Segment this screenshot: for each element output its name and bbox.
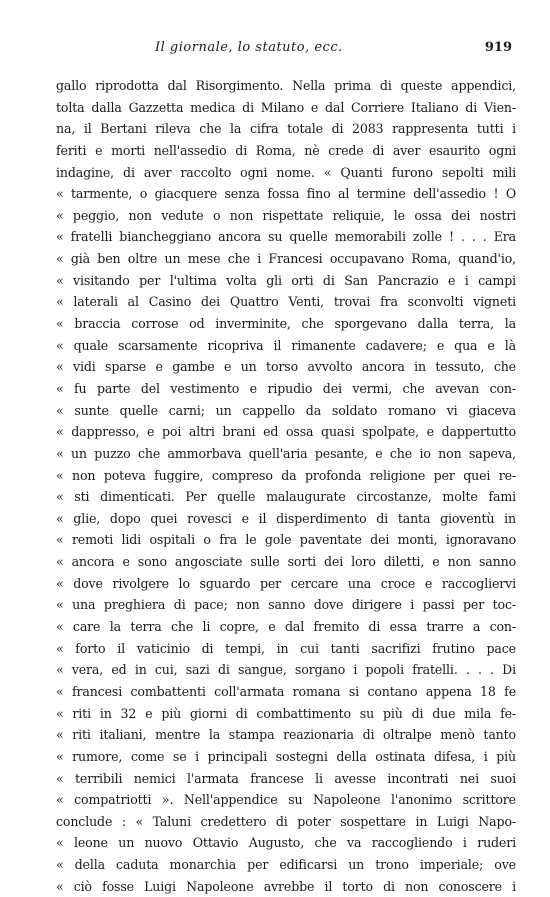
text-line: « riti italiani, mentre la stampa reazionaria di oltralpe menò tanto (56, 727, 516, 743)
text-line: « glie, dopo quei rovesci e il disperdimento di tanta gioventù in (56, 510, 516, 526)
text-line: « ciò fosse Luigi Napoleone avrebbe il torto di non conoscere i (56, 878, 516, 894)
body-text (56, 75, 516, 897)
page-header (60, 40, 512, 60)
text-line: « leone un nuovo Ottavio Augusto, che va raccogliendo i ruderi (56, 835, 516, 851)
text-line: conclude : « Taluni credettero di poter sospettare in Luigi Napo- (56, 813, 516, 829)
text-line: « dappresso, e poi altri brani ed ossa quasi spolpate, e dappertutto (56, 424, 516, 440)
text-line: « ancora e sono angosciate sulle sorti dei loro diletti, e non sanno (56, 554, 516, 570)
text-line: feriti e morti nell'assedio di Roma, nè crede di aver esaurito ogni (56, 142, 516, 158)
text-line: « fratelli biancheggiano ancora su quelle memorabili zolle ! . . . Era (56, 229, 516, 245)
text-line: « dove rivolgere lo sguardo per cercare una croce e raccogliervi (56, 575, 516, 591)
text-line: indagine, di aver raccolto ogni nome. « Quanti furono sepolti mili (56, 164, 516, 180)
text-line: « già ben oltre un mese che i Francesi occupavano Roma, quand'io, (56, 251, 516, 267)
text-line: « francesi combattenti coll'armata romana si contano appena 18 fe (56, 683, 516, 699)
text-line: « quale scarsamente ricopriva il rimanente cadavere; e qua e là (56, 337, 516, 353)
text-line: « sunte quelle carni; un cappello da soldato romano vi giaceva (56, 402, 516, 418)
text-line: « terribili nemici l'armata francese li avesse incontrati nei suoi (56, 770, 516, 786)
text-line: « un puzzo che ammorbava quell'aria pesante, e che io non sapeva, (56, 445, 516, 461)
text-line: « una preghiera di pace; non sanno dove dirigere i passi per toc- (56, 597, 516, 613)
text-line: « della caduta monarchia per edificarsi un trono imperiale; ove (56, 857, 516, 873)
text-line: « compatriotti ». Nell'appendice su Napoleone l'anonimo scrittore (56, 792, 516, 808)
text-line: « rumore, come se i principali sostegni della ostinata difesa, i più (56, 748, 516, 764)
text-line: « non poteva fuggire, compreso da profonda religione per quei re- (56, 467, 516, 483)
text-line: « braccia corrose od inverminite, che sporgevano dalla terra, la (56, 316, 516, 332)
text-line: « fu parte del vestimento e ripudio dei vermi, che avevan con- (56, 380, 516, 396)
text-line: « remoti lidi ospitali o fra le gole paventate dei monti, ignoravano (56, 532, 516, 548)
text-line: « vera, ed in cui, sazi di sangue, sorgano i popoli fratelli. . . . Di (56, 662, 516, 678)
text-line: « sti dimenticati. Per quelle malaugurate circostanze, molte fami (56, 489, 516, 505)
text-line: « peggio, non vedute o non rispettate reliquie, le ossa dei nostri (56, 207, 516, 223)
page-number: 919 (484, 40, 512, 55)
text-line: « tarmente, o giacquere senza fossa fino al termine dell'assedio ! O (56, 186, 516, 202)
text-line: tolta dalla Gazzetta medica di Milano e dal Corriere Italiano di Vien- (56, 99, 516, 115)
text-line: « laterali al Casino dei Quattro Venti, trovai fra sconvolti vigneti (56, 294, 516, 310)
text-line: « forto il vaticinio di tempi, in cui tanti sacrifizi frutino pace (56, 640, 516, 656)
text-line: na, il Bertani rileva che la cifra totale di 2083 rappresenta tutti i (56, 121, 516, 137)
text-line: « care la terra che li copre, e dal fremito di essa trarre a con- (56, 619, 516, 635)
text-line: gallo riprodotta dal Risorgimento. Nella prima di queste appendici, (56, 78, 516, 93)
text-line: « visitando per l'ultima volta gli orti di San Pancrazio e i campi (56, 272, 516, 288)
running-title: Il giornale, lo statuto, ecc. (155, 40, 343, 55)
text-line: « vidi sparse e gambe e un torso avvolto ancora in tessuto, che (56, 359, 516, 375)
text-line: « riti in 32 e più giorni di combattimento su più di due mila fe- (56, 705, 516, 721)
